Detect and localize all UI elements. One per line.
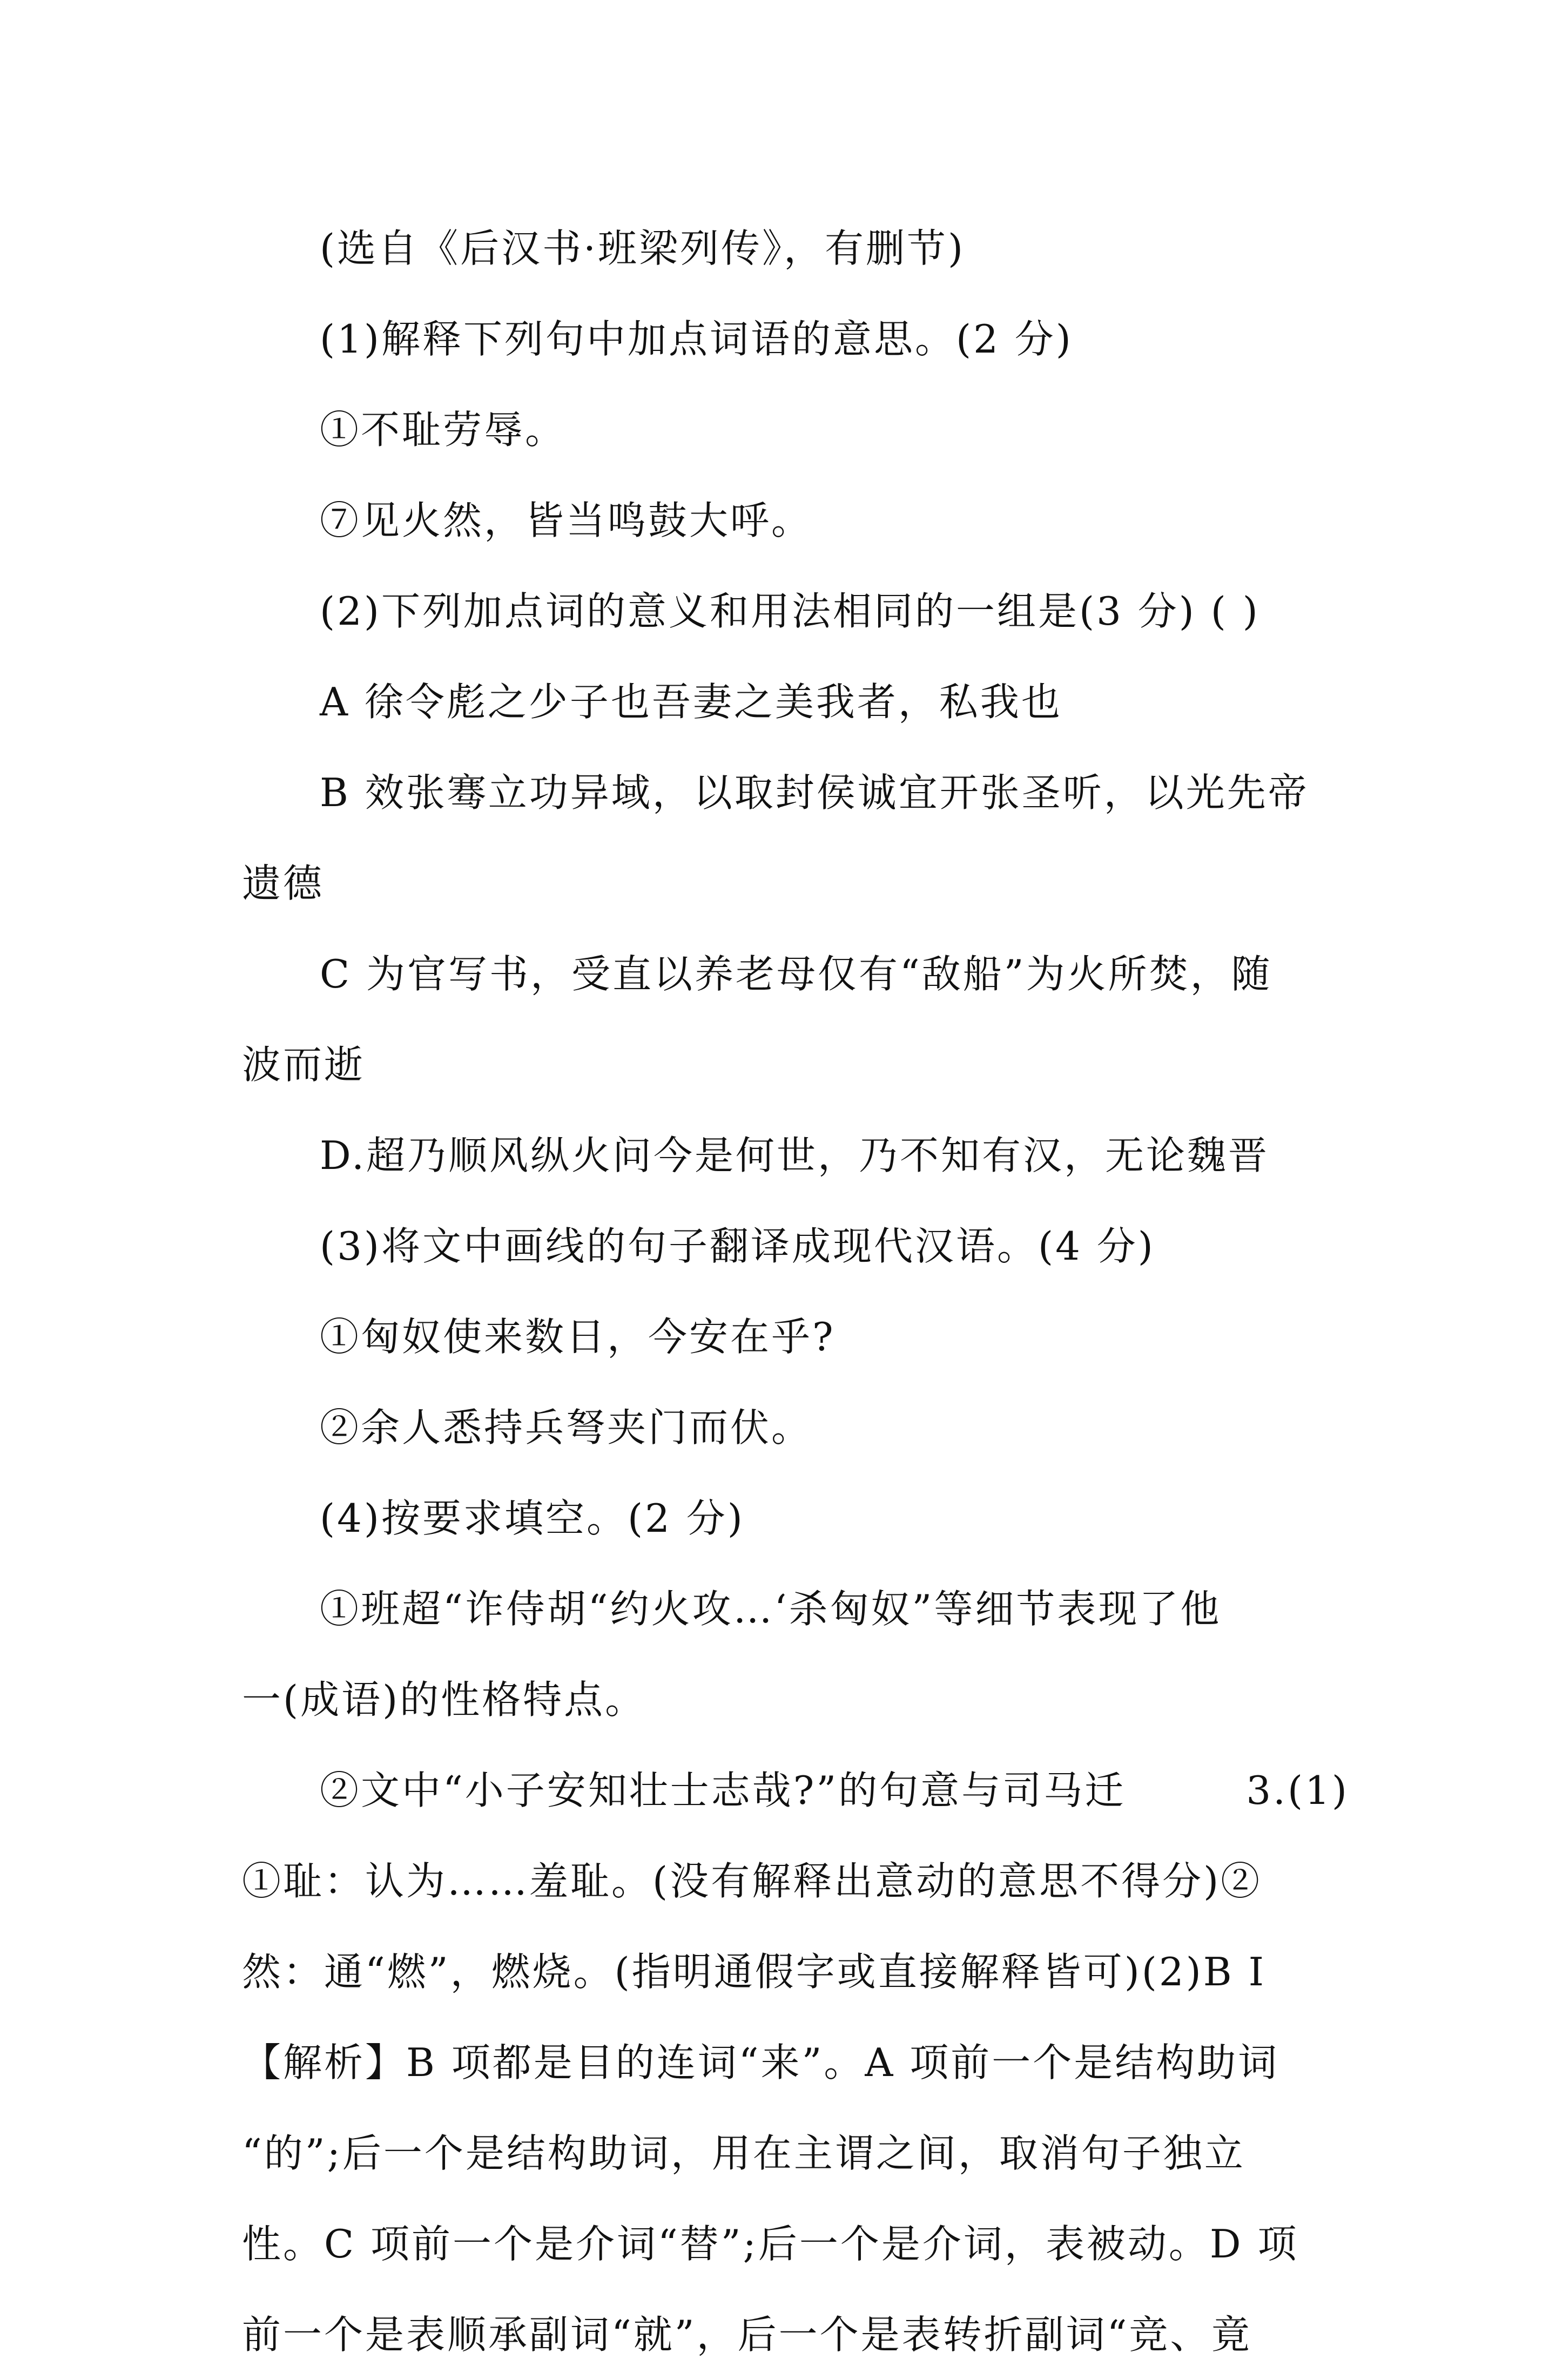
question-4-heading: (4)按要求填空。(2 分) xyxy=(320,1496,745,1541)
question-4-item-1-continued: 一(成语)的性格特点。 xyxy=(242,1677,646,1722)
question-2-option-c-continued: 波而逝 xyxy=(242,1042,366,1087)
question-1-item-2: ⑦见火然，皆当鸣鼓大呼。 xyxy=(320,498,813,543)
question-2-option-b: B 效张骞立功异域，以取封侯诚宜开张圣听，以光先帝 xyxy=(320,770,1309,815)
answer-line-5: 性。C 项前一个是介词“替”;后一个是介词，表被动。D 项 xyxy=(242,2221,1299,2267)
answer-line-1: ①耻：认为……羞耻。(没有解释出意动的意思不得分)② xyxy=(242,1858,1262,1904)
answer-line-2: 然：通“燃”，燃烧。(指明通假字或直接解释皆可)(2)B I xyxy=(242,1949,1266,1994)
answer-line-6: 前一个是表顺承副词“就”，后一个是表转折副词“竞、竟 xyxy=(242,2312,1252,2357)
question-2-option-d: D.超乃顺风纵火问今是何世，乃不知有汉，无论魏晋 xyxy=(320,1133,1270,1178)
question-2-option-a: A 徐令彪之少子也吾妻之美我者，私我也 xyxy=(320,679,1062,725)
source-citation: (选自《后汉书·班梁列传》，有删节) xyxy=(320,226,966,271)
question-2-heading: (2)下列加点词的意义和用法相同的一组是(3 分) ( ) xyxy=(320,589,1260,634)
question-4-item-2: ②文中“小子安知壮士志哉?”的句意与司马迁 xyxy=(320,1768,1126,1813)
question-4-item-1: ①班超“诈侍胡“约火攻…‘杀匈奴”等细节表现了他 xyxy=(320,1586,1222,1632)
answer-3-start: 3.(1) xyxy=(1246,1768,1349,1813)
question-1-heading: (1)解释下列句中加点词语的意思。(2 分) xyxy=(320,316,1073,362)
answer-line-3: 【解析】B 项都是目的连词“来”。A 项前一个是结构助词 xyxy=(242,2040,1279,2085)
question-1-item-1: ①不耻劳辱。 xyxy=(320,407,567,452)
question-3-heading: (3)将文中画线的句子翻译成现代汉语。(4 分) xyxy=(320,1223,1155,1269)
question-4-item-2-line xyxy=(242,1745,1349,1836)
question-3-item-1: ①匈奴使来数日，今安在乎? xyxy=(320,1314,836,1360)
question-2-option-b-continued: 遗德 xyxy=(242,861,325,906)
answer-line-4: “的”;后一个是结构助词，用在主谓之间，取消句子独立 xyxy=(242,2131,1245,2176)
document-body xyxy=(242,203,1349,2380)
question-2-option-c: C 为官写书，受直以养老母仅有“敌船”为火所焚，随 xyxy=(320,951,1272,997)
question-3-item-2: ②余人悉持兵弩夹门而伏。 xyxy=(320,1405,813,1450)
